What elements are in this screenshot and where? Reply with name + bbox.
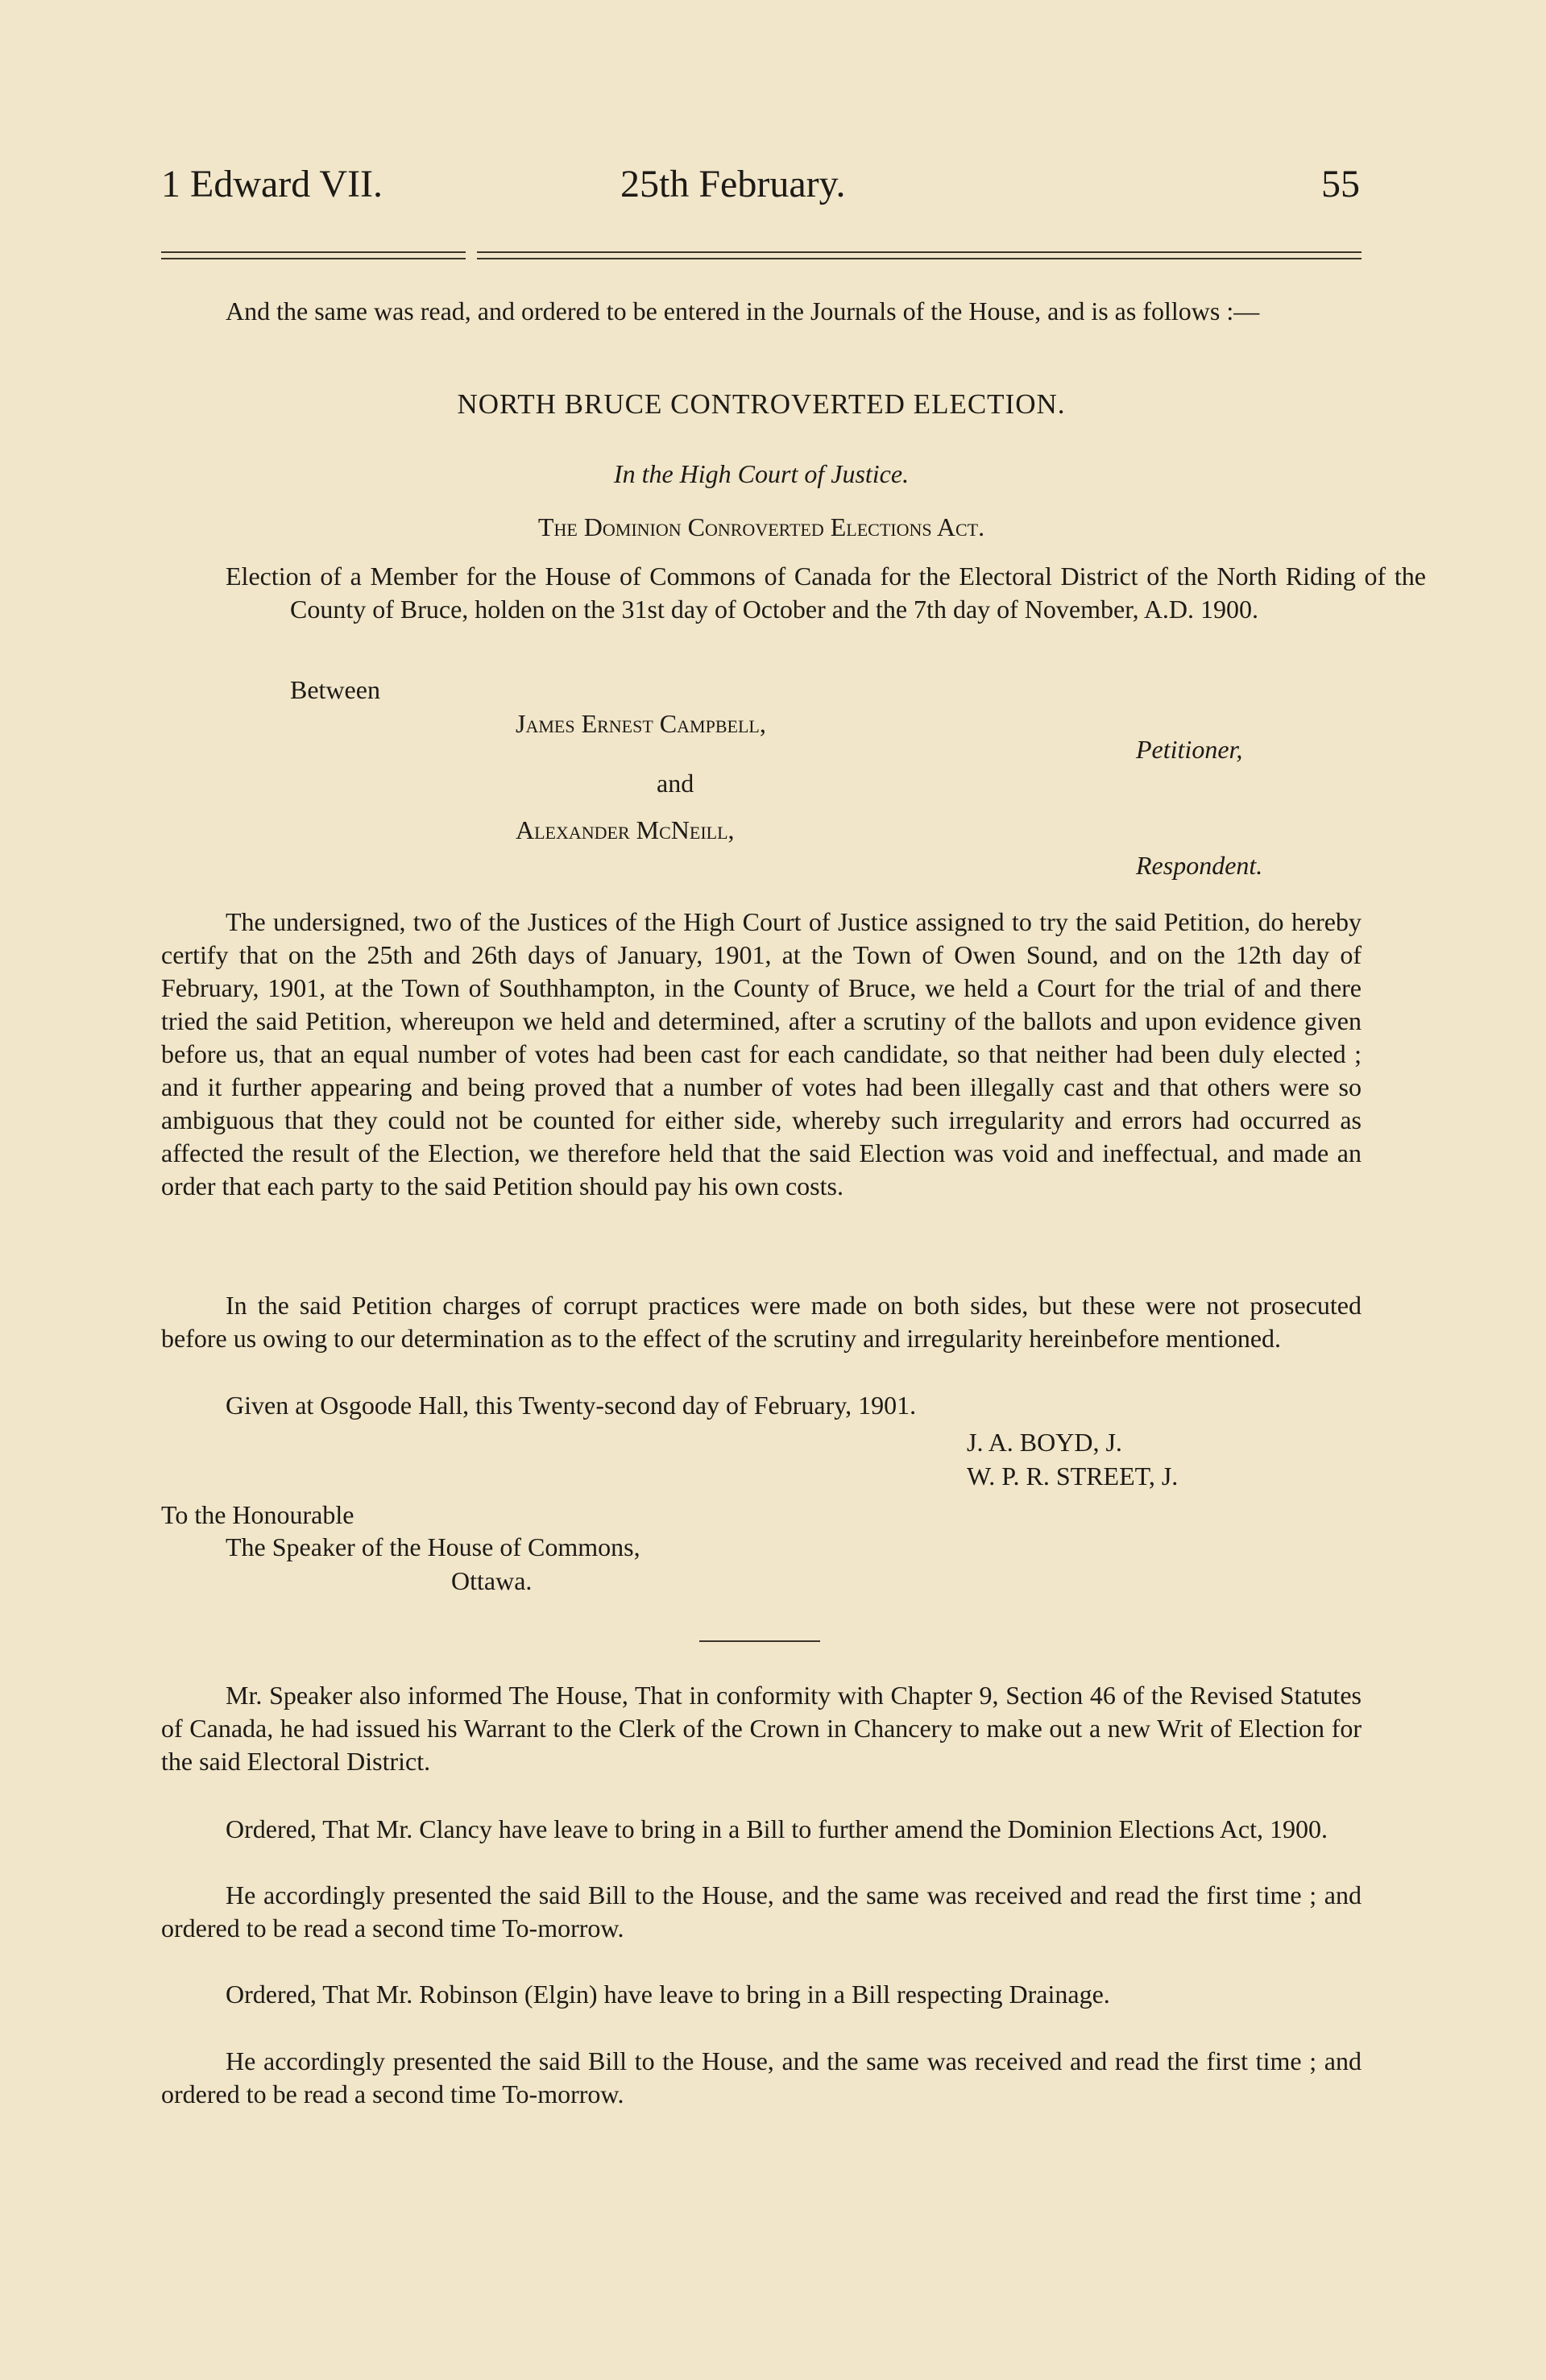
petitioner-name: James Ernest Campbell,	[516, 709, 766, 738]
header-rule-right-top	[477, 251, 1362, 253]
report-body-1: The undersigned, two of the Justices of the High Court of Justice assigned to try the said Petition, do hereby certify that on the 25th and 26th days of January, 1901, at the Town of Owen Sound, and on the 12th day of February, 1901, at the Town of Southhampton, in the County of Bruce, we held a Court for the trial of and there tried the said Petition, whereupon we held and determined, after a scrutiny of the ballots and upon evidence given before us, that an equal number of votes had been cast for each candidate, so that neither had been duly elected ; and it further appearing and being proved that a number of votes had been illegally cast and that others were so ambiguous that they could not be counted for either side, whereby such irregularity and errors had occurred as affected the result of the Election, we therefore held that the said Election was void and ineffectual, and made an order that each party to the said Petition should pay his own costs.	[161, 907, 1362, 1200]
petitioner-role: Petitioner,	[1136, 735, 1243, 764]
section-divider	[699, 1640, 820, 1642]
header-page-number: 55	[1321, 163, 1360, 205]
robinson-presented: He accordingly presented the said Bill to the House, and the same was received and read the first time ; and ordered to be read a second time To-morrow.	[161, 2046, 1362, 2108]
address-line-2: The Speaker of the House of Commons,	[226, 1532, 640, 1561]
between-label: Between	[290, 675, 380, 704]
header-session: 1 Edward VII.	[161, 163, 383, 205]
robinson-order: Ordered, That Mr. Robinson (Elgin) have leave to bring in a Bill respecting Drainage.	[226, 1980, 1110, 2009]
header-rule-right-bottom	[477, 258, 1362, 259]
header-rule-left-bottom	[161, 258, 466, 259]
address-line-1: To the Honourable	[161, 1500, 354, 1529]
header-date: 25th February.	[620, 163, 846, 205]
signature-street: W. P. R. STREET, J.	[967, 1462, 1179, 1491]
election-description: Election of a Member for the House of Commons of Canada for the Electoral District of the North Riding of the County of Bruce, holden on the 31st day of October and the 7th day of November, A.D. 1900.	[226, 562, 1426, 624]
act-name: The Dominion Conroverted Elections Act.	[537, 512, 985, 541]
address-line-3: Ottawa.	[451, 1566, 533, 1595]
report-given: Given at Osgoode Hall, this Twenty-second day of February, 1901.	[226, 1391, 917, 1420]
clancy-presented: He accordingly presented the said Bill to the House, and the same was received and read the first time ; and ordered to be read a second time To-morrow.	[161, 1880, 1362, 1943]
intro-paragraph: And the same was read, and ordered to be entered in the Journals of the House, and is as follows :—	[226, 296, 1260, 325]
respondent-role: Respondent.	[1136, 851, 1263, 880]
signature-boyd: J. A. BOYD, J.	[967, 1428, 1122, 1457]
respondent-name: Alexander McNeill,	[516, 815, 735, 844]
report-body-2: In the said Petition charges of corrupt practices were made on both sides, but these were not prosecuted before us owing to our determination as to the effect of the scrutiny and irregularity hereinbefore mentioned.	[161, 1291, 1362, 1353]
report-title: NORTH BRUCE CONTROVERTED ELECTION.	[457, 388, 1066, 420]
header-rule-left-top	[161, 251, 466, 253]
speaker-paragraph: Mr. Speaker also informed The House, That in conformity with Chapter 9, Section 46 of the Revised Statutes of Canada, he had issued his Warrant to the Clerk of the Crown in Chancery to make out a new Writ of Election for the said Electoral District.	[161, 1681, 1362, 1776]
court-name: In the High Court of Justice.	[613, 459, 910, 488]
and-label: and	[657, 769, 694, 798]
clancy-order: Ordered, That Mr. Clancy have leave to bring in a Bill to further amend the Dominion Elections Act, 1900.	[226, 1814, 1328, 1843]
